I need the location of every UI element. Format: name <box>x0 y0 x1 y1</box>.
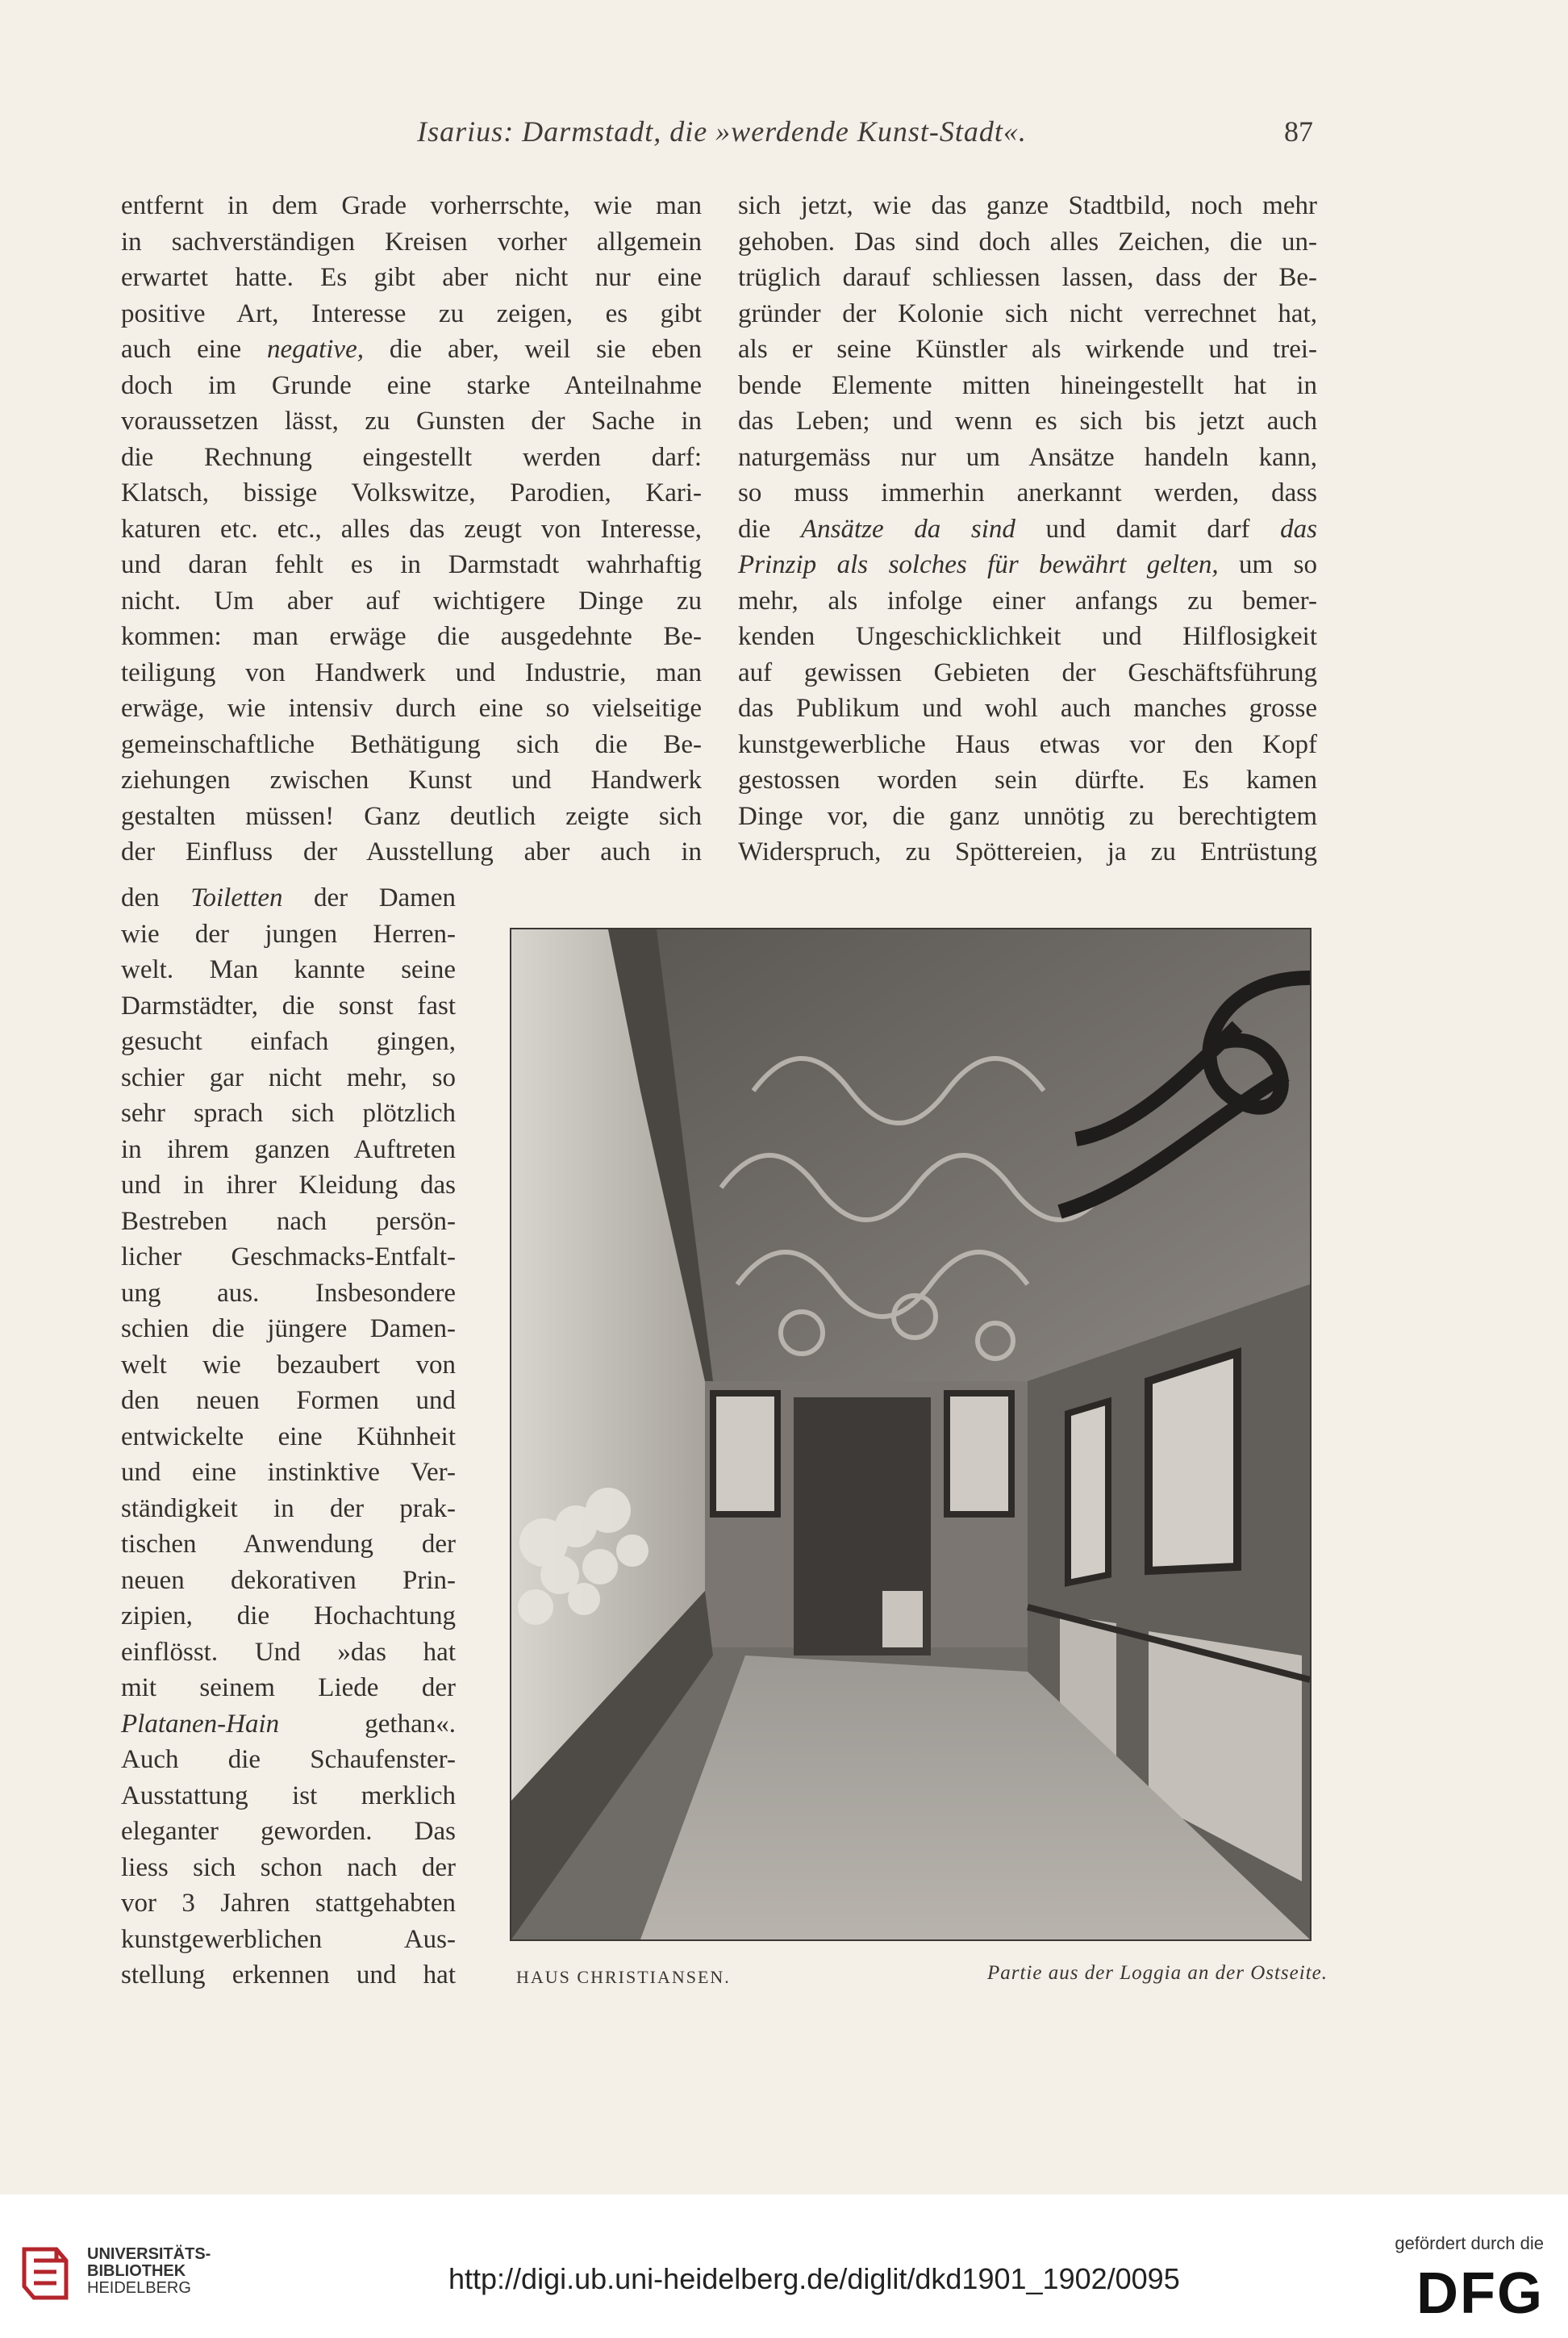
running-title: Isarius: Darmstadt, die »werdende Kunst-Stadt«. <box>417 115 1027 148</box>
text-line: und in ihrer Kleidung das <box>121 1171 456 1200</box>
text-line: positive Art, Interesse zu zeigen, es gibt <box>121 299 702 328</box>
text-line: den Toiletten der Damen <box>121 883 456 912</box>
text-line: Klatsch, bissige Volkswitze, Parodien, Kari- <box>121 478 702 507</box>
text-line: mit seinem Liede der <box>121 1673 456 1702</box>
text-line: schier gar nicht mehr, so <box>121 1063 456 1092</box>
text-line: Auch die Schaufenster- <box>121 1745 456 1774</box>
figure-caption-location: HAUS CHRISTIANSEN. <box>516 1967 731 1987</box>
text-line: Ausstattung ist merklich <box>121 1781 456 1810</box>
text-line: kunstgewerblichen Aus- <box>121 1924 456 1954</box>
library-name-line2: BIBLIOTHEK <box>87 2262 186 2280</box>
text-line: mehr, als infolge einer anfangs zu bemer- <box>738 586 1317 616</box>
text-line: der Einfluss der Ausstellung aber auch in <box>121 837 702 866</box>
text-line: voraussetzen lässt, zu Gunsten der Sache in <box>121 407 702 436</box>
text-line: in ihrem ganzen Auftreten <box>121 1134 456 1164</box>
dfg-logo: DFG <box>1416 2261 1544 2326</box>
text-line: neuen dekorativen Prin- <box>121 1565 456 1595</box>
text-line: erwartet hatte. Es gibt aber nicht nur eine <box>121 263 702 292</box>
text-line: Widerspruch, zu Spöttereien, ja zu Entrüstung <box>738 837 1317 866</box>
library-name-line3: HEIDELBERG <box>87 2279 191 2297</box>
funded-by-label: gefördert durch die <box>1395 2233 1544 2253</box>
text-line: gehoben. Das sind doch alles Zeichen, die un- <box>738 227 1317 257</box>
viewer-footer <box>0 2194 1568 2338</box>
text-line: welt wie bezaubert von <box>121 1350 456 1380</box>
text-line: katuren etc. etc., alles das zeugt von Interesse, <box>121 514 702 544</box>
permalink-url[interactable]: http://digi.ub.uni-heidelberg.de/diglit/dkd1901_1902/0095 <box>448 2262 1180 2295</box>
figure-caption-description: Partie aus der Loggia an der Ostseite. <box>986 1962 1328 1984</box>
text-line: tischen Anwendung der <box>121 1530 456 1559</box>
text-line: Platanen-Hain gethan«. <box>121 1709 456 1739</box>
loggia-photo-illustration <box>511 929 1310 1939</box>
text-line: auch eine negative, die aber, weil sie eben <box>121 335 702 364</box>
text-line: ziehungen zwischen Kunst und Handwerk <box>121 766 702 795</box>
text-line: Prinzip als solches für bewährt gelten, um so <box>738 550 1317 579</box>
text-line: gründer der Kolonie sich nicht verrechnet hat, <box>738 299 1317 328</box>
text-line: gestalten müssen! Ganz deutlich zeigte sich <box>121 801 702 831</box>
running-header <box>121 115 1323 155</box>
text-line: ständigkeit in der prak- <box>121 1493 456 1523</box>
text-line: bende Elemente mitten hineingestellt hat in <box>738 370 1317 400</box>
text-line: teiligung von Handwerk und Industrie, man <box>121 658 702 687</box>
text-line: das Publikum und wohl auch manches grosse <box>738 694 1317 723</box>
text-line: licher Geschmacks-Entfalt- <box>121 1242 456 1271</box>
text-line: entwickelte eine Kühnheit <box>121 1422 456 1451</box>
page-number: 87 <box>1284 115 1313 148</box>
text-line: gestossen worden sein dürfte. Es kamen <box>738 766 1317 795</box>
text-line: kommen: man erwäge die ausgedehnte Be- <box>121 622 702 651</box>
text-line: die Rechnung eingestellt werden darf: <box>121 442 702 472</box>
text-line: stellung erkennen und hat <box>121 1960 456 1989</box>
text-line: auf gewissen Gebieten der Geschäftsführung <box>738 658 1317 687</box>
library-name-line1: UNIVERSITÄTS- <box>87 2245 211 2263</box>
library-name <box>87 2246 211 2297</box>
text-line: schien die jüngere Damen- <box>121 1314 456 1343</box>
text-line: Darmstädter, die sonst fast <box>121 991 456 1021</box>
text-line: gesucht einfach gingen, <box>121 1027 456 1056</box>
text-line: das Leben; und wenn es sich bis jetzt auch <box>738 407 1317 436</box>
text-line: vor 3 Jahren stattgehabten <box>121 1889 456 1918</box>
text-line: ung aus. Insbesondere <box>121 1278 456 1308</box>
text-line: eleganter geworden. Das <box>121 1817 456 1846</box>
text-line: welt. Man kannte seine <box>121 955 456 984</box>
text-line: die Ansätze da sind und damit darf das <box>738 514 1317 544</box>
loggia-photograph <box>510 928 1312 1941</box>
text-line: einflösst. Und »das hat <box>121 1637 456 1667</box>
text-line: wie der jungen Herren- <box>121 919 456 949</box>
text-line: kunstgewerbliche Haus etwas vor den Kopf <box>738 729 1317 759</box>
text-line: Dinge vor, die ganz unnötig zu berechtigtem <box>738 801 1317 831</box>
text-line: liess sich schon nach der <box>121 1852 456 1882</box>
text-line: naturgemäss nur um Ansätze handeln kann, <box>738 442 1317 472</box>
text-line: so muss immerhin anerkannt werden, dass <box>738 478 1317 507</box>
text-line: sehr sprach sich plötzlich <box>121 1099 456 1128</box>
text-line: entfernt in dem Grade vorherrschte, wie man <box>121 191 702 220</box>
text-line: in sachverständigen Kreisen vorher allgemein <box>121 227 702 257</box>
university-library-logo-icon <box>16 2241 74 2303</box>
text-line: nicht. Um aber auf wichtigere Dinge zu <box>121 586 702 616</box>
text-line: zipien, die Hochachtung <box>121 1601 456 1630</box>
text-line: und eine instinktive Ver- <box>121 1458 456 1487</box>
text-line: kenden Ungeschicklichkeit und Hilflosigkeit <box>738 622 1317 651</box>
text-line: trüglich darauf schliessen lassen, dass der Be- <box>738 263 1317 292</box>
text-line: erwäge, wie intensiv durch eine so vielseitige <box>121 694 702 723</box>
text-line: gemeinschaftliche Bethätigung sich die Be- <box>121 729 702 759</box>
text-line: und daran fehlt es in Darmstadt wahrhaftig <box>121 550 702 579</box>
text-line: Bestreben nach persön- <box>121 1206 456 1236</box>
text-line: doch im Grunde eine starke Anteilnahme <box>121 370 702 400</box>
text-line: den neuen Formen und <box>121 1386 456 1415</box>
text-line: als er seine Künstler als wirkende und trei- <box>738 335 1317 364</box>
text-line: sich jetzt, wie das ganze Stadtbild, noch mehr <box>738 191 1317 220</box>
